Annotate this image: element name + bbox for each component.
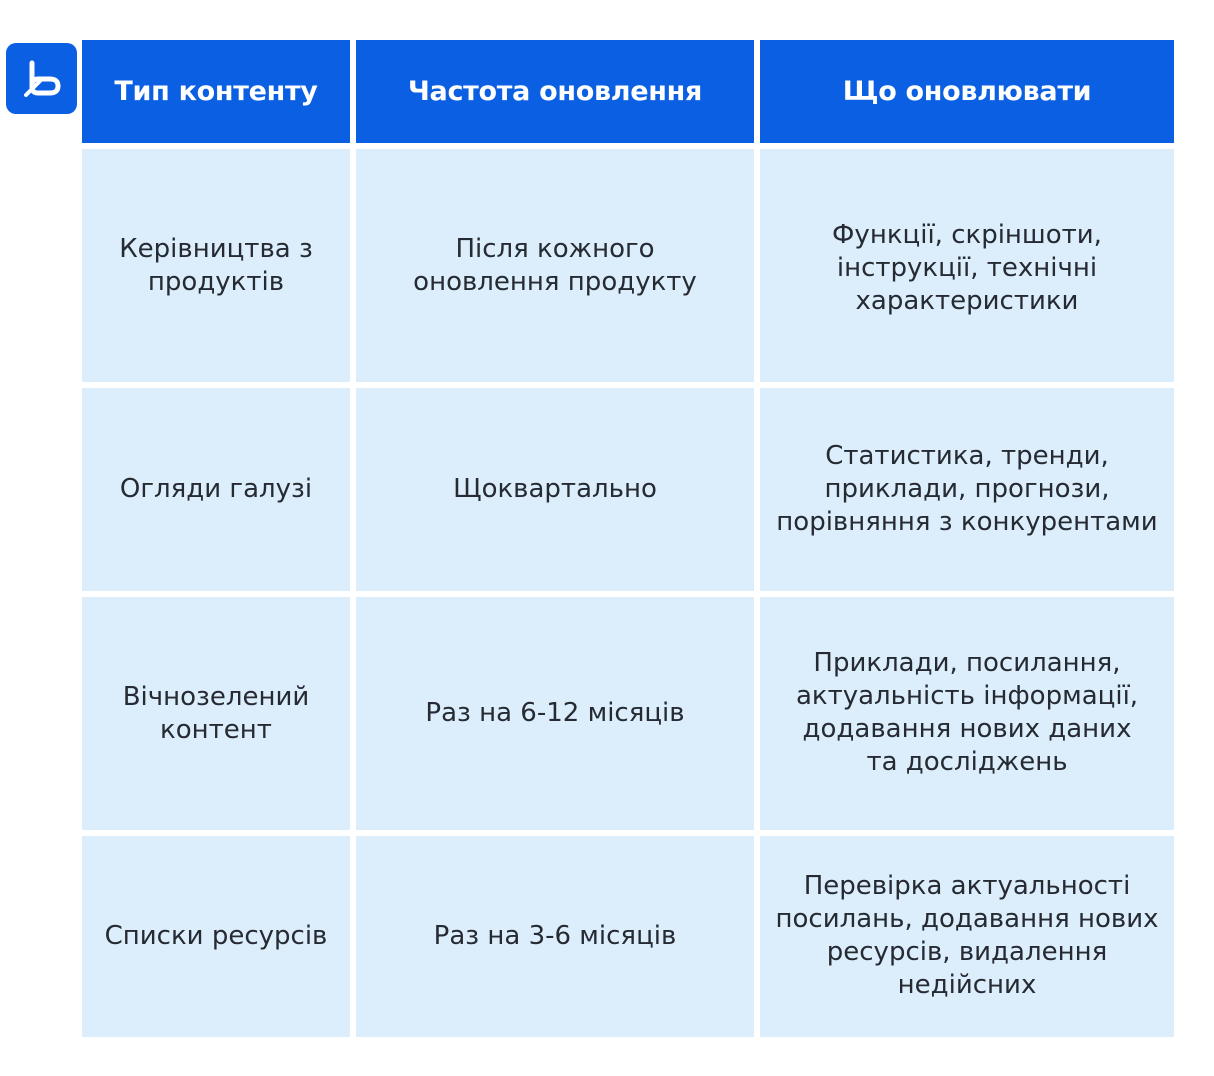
cell-frequency: Раз на 3-6 місяців [356,836,754,1037]
brand-logo [6,43,77,114]
cell-type: Списки ресурсів [82,836,350,1037]
cell-type: Вічнозелений контент [82,597,350,830]
brand-logo-icon [20,59,64,99]
cell-frequency: Щоквартально [356,388,754,591]
cell-frequency: Після кожного оновлення продукту [356,149,754,382]
cell-what: Приклади, посилання, актуальність інформації, додавання нових даних та досліджень [760,597,1174,830]
cell-what: Статистика, тренди, приклади, прогнози, порівняння з конкурентами [760,388,1174,591]
cell-what: Перевірка актуальності посилань, додавання нових ресурсів, видалення недійсних [760,836,1174,1037]
cell-type: Керівництва з продуктів [82,149,350,382]
header-update-frequency: Частота оновлення [356,40,754,143]
cell-type: Огляди галузі [82,388,350,591]
cell-what: Функції, скріншоти, інструкції, технічні характеристики [760,149,1174,382]
cell-frequency: Раз на 6-12 місяців [356,597,754,830]
header-content-type: Тип контенту [82,40,350,143]
header-what-to-update: Що оновлювати [760,40,1174,143]
content-update-table [82,40,1174,1037]
